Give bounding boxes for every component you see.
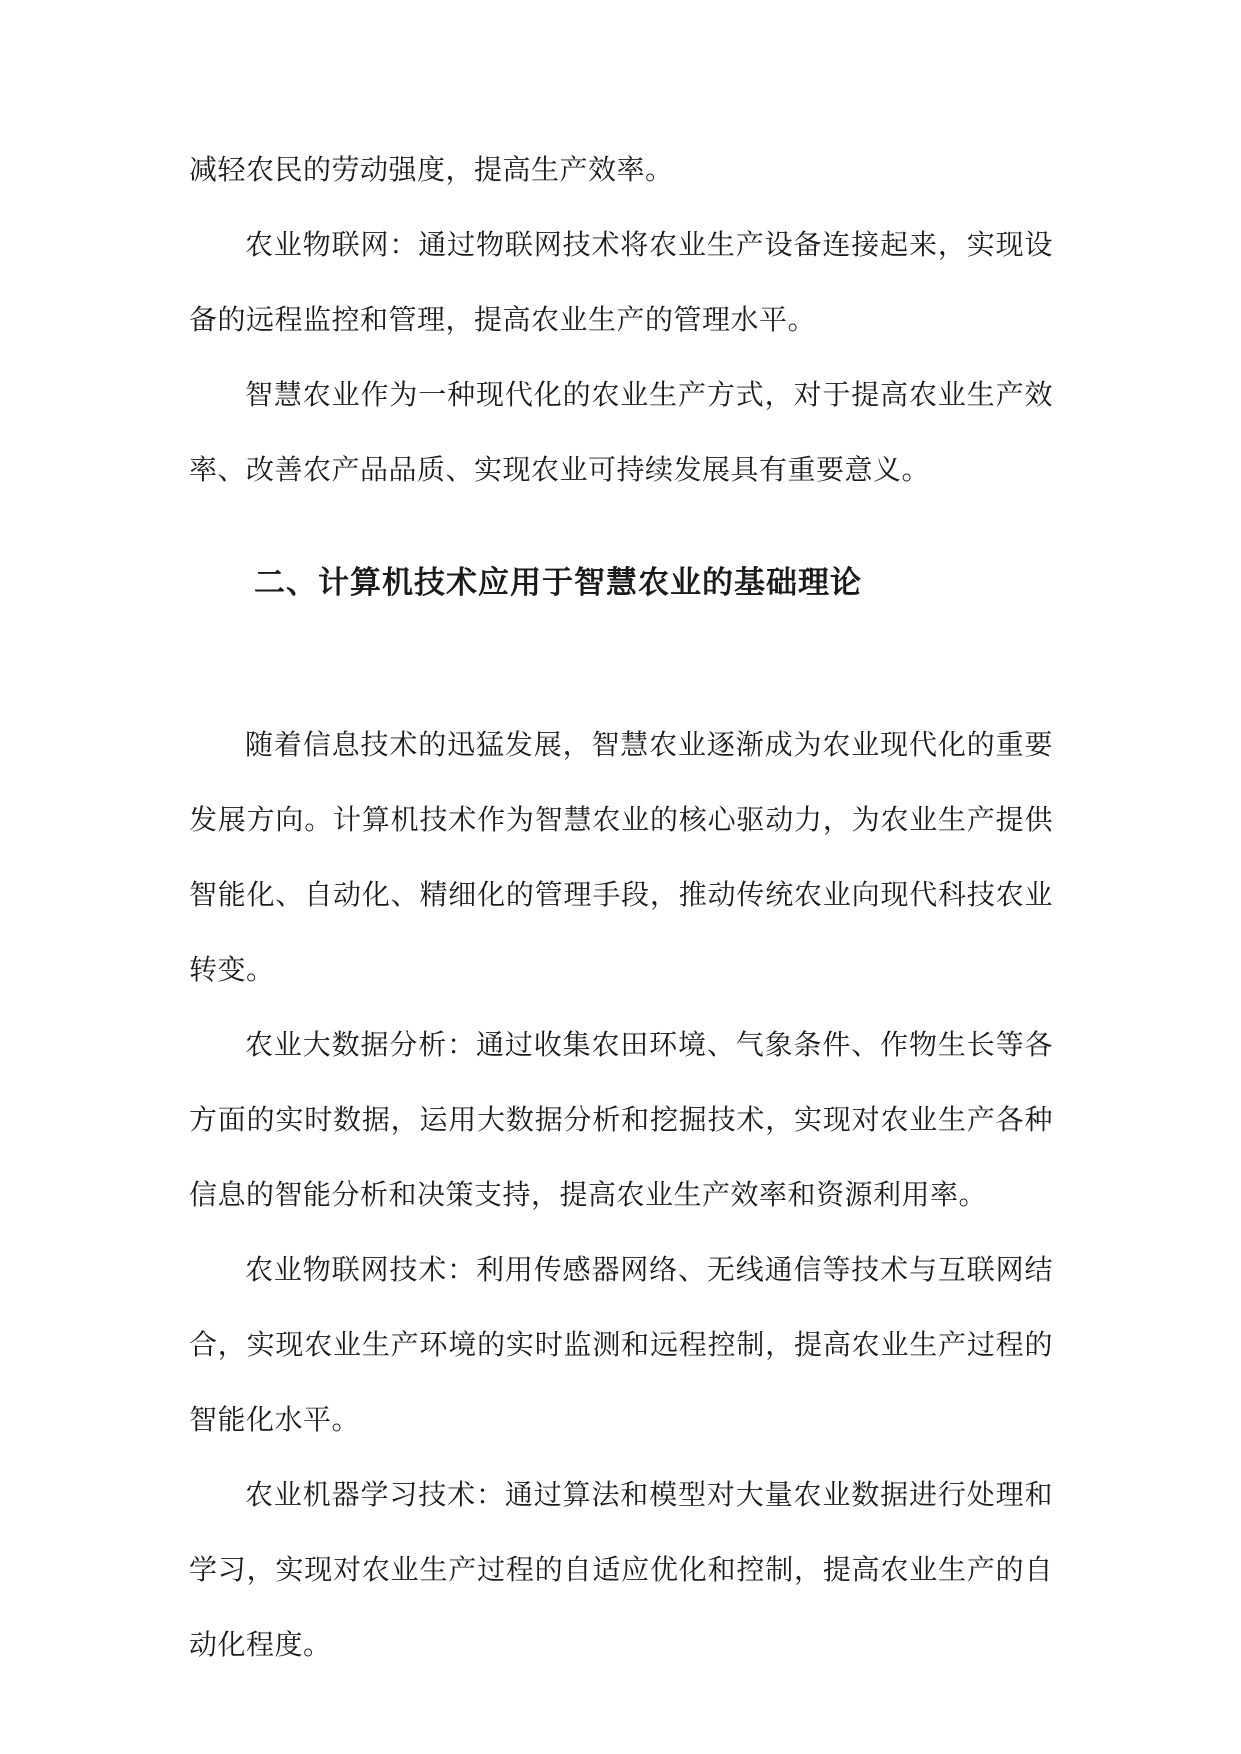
section-two-heading: 二、计算机技术应用于智慧农业的基础理论 xyxy=(254,565,862,601)
paragraph-big-data: 农业大数据分析：通过收集农田环境、气象条件、作物生长等各方面的实时数据，运用大数据分析和挖掘技术，实现对农业生产各种信息的智能分析和决策支持，提高农业生产效率和资源利用率。 xyxy=(189,1028,1053,1211)
section-one-body xyxy=(189,132,1053,507)
paragraph-smart-agri-summary: 智慧农业作为一种现代化的农业生产方式，对于提高农业生产效率、改善农产品品质、实现农业可持续发展具有重要意义。 xyxy=(189,378,1053,486)
section-two-body xyxy=(189,707,1053,1682)
paragraph-machine-learning: 农业机器学习技术：通过算法和模型对大量农业数据进行处理和学习，实现对农业生产过程的自适应优化和控制，提高农业生产的自动化程度。 xyxy=(189,1478,1053,1661)
paragraph-iot-tech: 农业物联网技术：利用传感器网络、无线通信等技术与互联网结合，实现农业生产环境的实时监测和远程控制，提高农业生产过程的智能化水平。 xyxy=(189,1253,1053,1436)
paragraph-intro: 随着信息技术的迅猛发展，智慧农业逐渐成为农业现代化的重要发展方向。计算机技术作为智慧农业的核心驱动力，为农业生产提供智能化、自动化、精细化的管理手段，推动传统农业向现代科技农业转变。 xyxy=(189,728,1053,986)
paragraph-continuation: 减轻农民的劳动强度，提高生产效率。 xyxy=(189,153,674,186)
paragraph-agri-iot: 农业物联网：通过物联网技术将农业生产设备连接起来，实现设备的远程监控和管理，提高农业生产的管理水平。 xyxy=(189,228,1053,336)
